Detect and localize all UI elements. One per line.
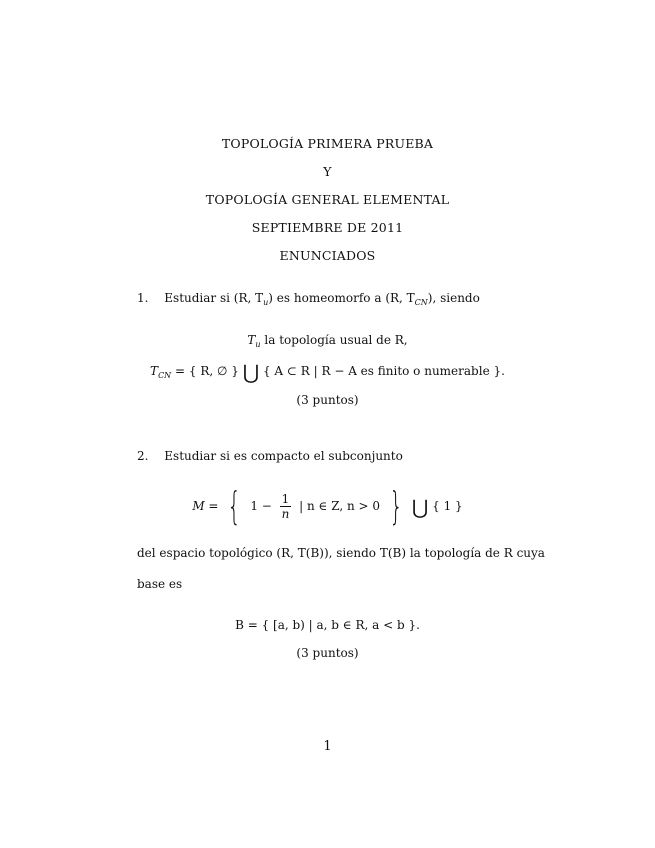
header-date: SEPTIEMBRE DE 2011 <box>251 220 404 235</box>
m-frac-num: 1 <box>281 492 290 506</box>
problem1-intro-end: ), siendo <box>427 291 480 305</box>
header-title: TOPOLOGÍA PRIMERA PRUEBA <box>221 136 434 151</box>
problem2-text-line1: del espacio topológico (R, T(B)), siendo T(B) la topología de R cuya <box>137 546 545 560</box>
problem1-statement <box>137 291 480 307</box>
m-lhs: M = <box>192 499 219 513</box>
problem1-intro-sub: u <box>263 298 269 307</box>
problem1-number: 1. <box>137 291 149 305</box>
tcn-sub: CN <box>158 371 172 380</box>
problem1-intro: Estudiar si (R, T <box>164 291 264 305</box>
header-connector: Y <box>323 164 332 179</box>
problem1-intro-sub2: CN <box>414 298 428 307</box>
left-brace: { <box>227 484 242 528</box>
union-symbol-2: ⋃ <box>411 495 429 519</box>
header-subtitle: TOPOLOGÍA GENERAL ELEMENTAL <box>205 192 450 207</box>
tu-symbol: T <box>247 333 256 347</box>
problem2-set-m <box>0 484 655 528</box>
right-brace: } <box>389 484 403 528</box>
problem2-intro: Estudiar si es compacto el subconjunto <box>164 449 403 463</box>
tcn-set2: { A ⊂ R | R − A es finito o numerable }. <box>262 364 505 378</box>
m-fraction <box>280 492 292 521</box>
problem2-number: 2. <box>137 449 149 463</box>
problem2-text-line2: base es <box>137 577 183 591</box>
problem2-statement <box>137 449 403 463</box>
m-frac-den: n <box>281 507 290 521</box>
tu-sub: u <box>255 340 261 349</box>
problem1-points: (3 puntos) <box>296 393 359 407</box>
problem1-def-tu <box>0 333 655 349</box>
header-section: ENUNCIADOS <box>279 248 376 263</box>
page-number: 1 <box>323 739 332 754</box>
m-body-pre: 1 − <box>250 499 272 513</box>
m-body-post: | n ∈ Z, n > 0 <box>299 499 381 513</box>
tu-text: la topología usual de R, <box>264 333 408 347</box>
m-union: { 1 } <box>432 499 463 513</box>
tcn-symbol: T <box>150 364 159 378</box>
problem2-def-b: B = { [a, b) | a, b ∈ R, a < b }. <box>235 618 420 632</box>
tcn-set1: = { R, ∅ } <box>175 364 239 378</box>
problem1-intro-mid: ) es homeomorfo a (R, T <box>268 291 415 305</box>
problem2-points: (3 puntos) <box>296 646 359 660</box>
problem1-def-tcn <box>0 360 655 384</box>
union-symbol: ⋃ <box>242 360 260 384</box>
